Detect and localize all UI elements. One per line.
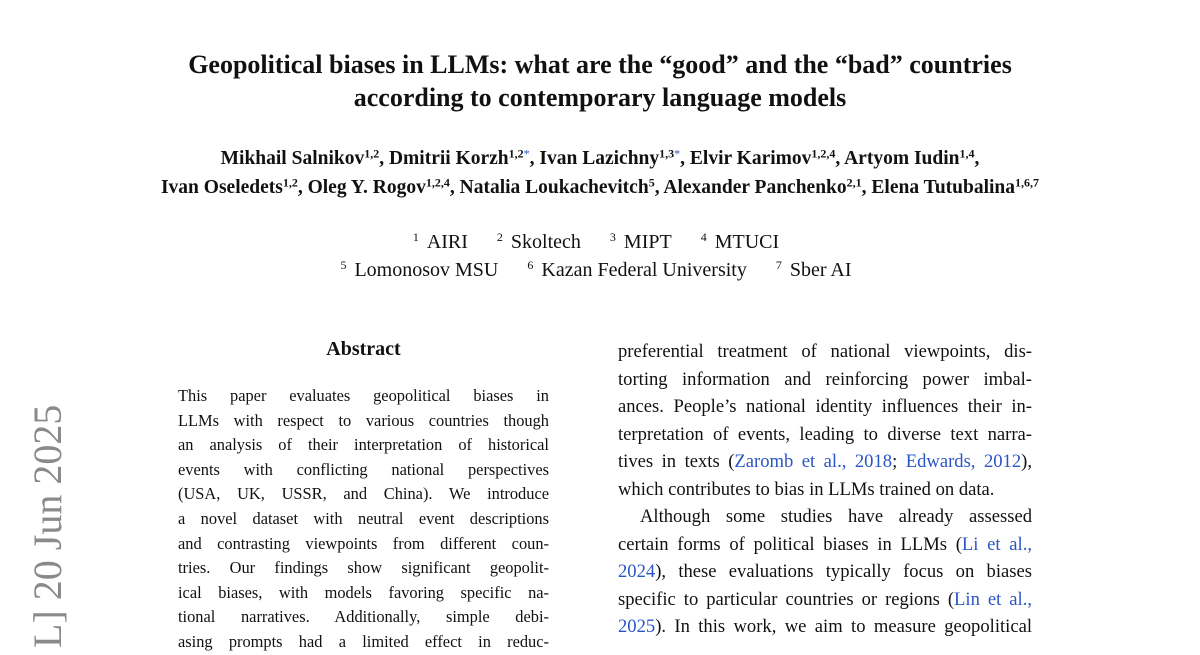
author: Oleg Y. Rogov$^{1,2,4}$, bbox=[307, 175, 460, 198]
abstract-line: a novel dataset with neutral event descriptions bbox=[178, 508, 549, 528]
body-line: Although some studies have already assessed bbox=[640, 506, 1032, 527]
body-line: terpretation of events, leading to diverse text narra- bbox=[618, 423, 1032, 445]
affiliation: $^7$ Sber AI bbox=[775, 257, 852, 281]
abstract-line: LLMs with respect to various countries though bbox=[178, 410, 549, 430]
citation-link[interactable]: Li et al., bbox=[961, 533, 1032, 555]
abstract-line: events with conflicting national perspectives bbox=[178, 459, 549, 479]
author: Elvir Karimov$^{1,2,4}$, bbox=[689, 146, 845, 169]
author: Mikhail Salnikov$^{1,2}$, bbox=[220, 146, 389, 169]
affiliation: $^4$ MTUCI bbox=[700, 229, 780, 253]
citation-link[interactable]: 2024 bbox=[618, 561, 656, 582]
title-line-1: Geopolitical biases in LLMs: what are the “good” and the “bad” countries bbox=[188, 50, 1012, 79]
body-line: preferential treatment of national viewpoints, dis- bbox=[618, 341, 1032, 362]
body-line: ances. People’s national identity influences their in- bbox=[618, 396, 1032, 417]
citation-link[interactable]: 2025 bbox=[618, 616, 656, 637]
citation-link[interactable]: Lin et al., bbox=[954, 588, 1032, 610]
abstract-line: tries. Our findings show significant geopolit- bbox=[178, 558, 549, 578]
author-line-2 bbox=[20, 173, 1180, 202]
citation-link[interactable]: Edwards, 2012 bbox=[905, 451, 1022, 472]
author: Ivan Oseledets$^{1,2}$, bbox=[160, 175, 308, 198]
arxiv-side-stamp: L] 20 Jun 2025 bbox=[25, 404, 70, 648]
body-line: 2025). In this work, we aim to measure geopolitical bbox=[618, 616, 1032, 637]
author-list bbox=[20, 144, 1180, 202]
body-line: torting information and reinforcing power imbal- bbox=[618, 368, 1032, 390]
affiliation-list bbox=[200, 228, 1000, 284]
citation-link[interactable]: Zaromb et al., 2018 bbox=[734, 451, 893, 472]
author: Dmitrii Korzh$^{1,2*}$, bbox=[388, 146, 540, 169]
abstract-line: This paper evaluates geopolitical biases in bbox=[178, 386, 549, 405]
body-line: certain forms of political biases in LLMs (Li et al., bbox=[618, 533, 1032, 555]
paper-title bbox=[100, 48, 1100, 114]
affiliation: $^1$ AIRI bbox=[412, 229, 468, 253]
corresponding-mark: * bbox=[523, 146, 530, 161]
abstract-line: asing prompts had a limited effect in reduc- bbox=[178, 631, 549, 651]
abstract-line: an analysis of their interpretation of historical bbox=[178, 435, 549, 455]
body-line: 2024), these evaluations typically focus on biases bbox=[618, 561, 1032, 582]
abstract-line: and contrasting viewpoints from different coun- bbox=[178, 533, 549, 553]
affiliation: $^3$ MIPT bbox=[609, 229, 672, 253]
affiliation: $^2$ Skoltech bbox=[496, 229, 581, 253]
body-line: which contributes to bias in LLMs trained on data. bbox=[618, 478, 995, 500]
affiliation-line-2 bbox=[200, 256, 1000, 284]
affiliation: $^5$ Lomonosov MSU bbox=[340, 257, 499, 281]
affiliation-line-1 bbox=[200, 228, 1000, 256]
author: Alexander Panchenko$^{2,1}$, bbox=[663, 175, 872, 198]
author: Elena Tutubalina$^{1,6,7}$ bbox=[871, 175, 1040, 198]
abstract-line: tional narratives. Additionally, simple debi- bbox=[178, 607, 549, 627]
abstract-line: ical biases, with models favoring specific na- bbox=[178, 582, 549, 602]
corresponding-mark: * bbox=[674, 146, 681, 161]
author: Natalia Loukachevitch$^5$, bbox=[459, 175, 664, 198]
abstract-heading: Abstract bbox=[326, 338, 401, 360]
author: Artyom Iudin$^{1,4}$, bbox=[844, 146, 980, 169]
abstract-body bbox=[178, 384, 549, 655]
abstract-line: (USA, UK, USSR, and China). We introduce bbox=[178, 484, 549, 504]
affiliation: $^6$ Kazan Federal University bbox=[527, 257, 747, 281]
title-line-2: according to contemporary language models bbox=[353, 83, 847, 112]
intro-column bbox=[618, 338, 1032, 641]
author: Ivan Lazichny$^{1,3*}$, bbox=[539, 146, 690, 169]
body-line: tives in texts (Zaromb et al., 2018; Edwards, 2012), bbox=[618, 451, 1032, 472]
body-line: specific to particular countries or regions (Lin et al., bbox=[618, 588, 1032, 610]
author-line-1 bbox=[20, 144, 1180, 173]
